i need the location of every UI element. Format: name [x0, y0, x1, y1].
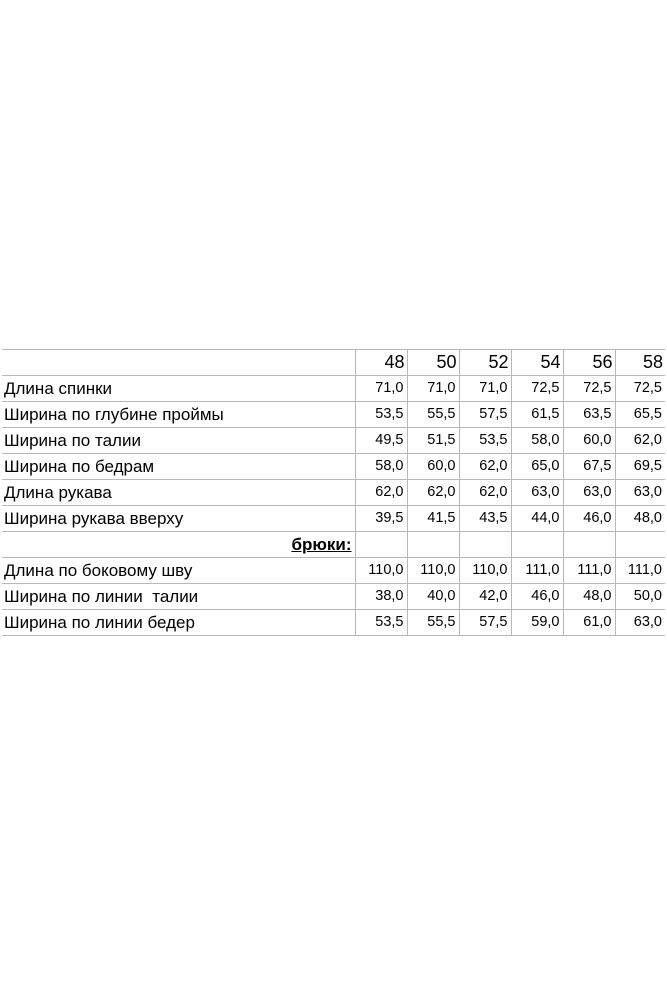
- table-row: [2, 428, 665, 454]
- measurement-label: Ширина по линии талии: [2, 584, 355, 610]
- section-heading: брюки:: [2, 532, 355, 558]
- measurement-value: 57,5: [459, 610, 511, 636]
- measurement-value: 65,5: [615, 402, 665, 428]
- measurement-value: 55,5: [407, 610, 459, 636]
- size-header: 52: [459, 350, 511, 376]
- measurement-label: Длина рукава: [2, 480, 355, 506]
- measurement-value: 62,0: [355, 480, 407, 506]
- measurement-value: 49,5: [355, 428, 407, 454]
- header-label-cell: [2, 350, 355, 376]
- size-header: 58: [615, 350, 665, 376]
- size-header: 50: [407, 350, 459, 376]
- measurement-value: 111,0: [563, 558, 615, 584]
- section-row: [2, 532, 665, 558]
- table-row: [2, 402, 665, 428]
- measurement-value: 72,5: [511, 376, 563, 402]
- measurement-value: 62,0: [615, 428, 665, 454]
- measurement-value: 48,0: [615, 506, 665, 532]
- measurement-value: 50,0: [615, 584, 665, 610]
- measurement-value: 63,0: [563, 480, 615, 506]
- measurement-value: 69,5: [615, 454, 665, 480]
- table-row: [2, 480, 665, 506]
- empty-cell: [511, 532, 563, 558]
- measurement-value: 63,0: [511, 480, 563, 506]
- measurement-value: 63,0: [615, 610, 665, 636]
- empty-cell: [615, 532, 665, 558]
- measurement-value: 42,0: [459, 584, 511, 610]
- measurement-value: 111,0: [511, 558, 563, 584]
- table-row: [2, 506, 665, 532]
- measurement-label: Длина спинки: [2, 376, 355, 402]
- measurement-value: 48,0: [563, 584, 615, 610]
- measurement-value: 39,5: [355, 506, 407, 532]
- measurement-value: 110,0: [459, 558, 511, 584]
- measurement-label: Ширина по талии: [2, 428, 355, 454]
- empty-cell: [563, 532, 615, 558]
- measurement-label: Ширина рукава вверху: [2, 506, 355, 532]
- measurement-value: 46,0: [511, 584, 563, 610]
- measurement-value: 53,5: [459, 428, 511, 454]
- measurement-value: 62,0: [459, 454, 511, 480]
- table-row: [2, 584, 665, 610]
- measurement-value: 62,0: [459, 480, 511, 506]
- measurement-value: 62,0: [407, 480, 459, 506]
- measurement-value: 60,0: [407, 454, 459, 480]
- measurement-value: 59,0: [511, 610, 563, 636]
- measurement-value: 58,0: [511, 428, 563, 454]
- measurement-value: 38,0: [355, 584, 407, 610]
- measurement-label: Ширина по бедрам: [2, 454, 355, 480]
- measurement-value: 41,5: [407, 506, 459, 532]
- measurement-value: 61,5: [511, 402, 563, 428]
- measurement-value: 71,0: [355, 376, 407, 402]
- measurement-value: 57,5: [459, 402, 511, 428]
- measurement-value: 71,0: [459, 376, 511, 402]
- empty-cell: [459, 532, 511, 558]
- measurement-label: Ширина по глубине проймы: [2, 402, 355, 428]
- measurement-value: 65,0: [511, 454, 563, 480]
- measurement-value: 110,0: [407, 558, 459, 584]
- size-header: 56: [563, 350, 615, 376]
- measurement-value: 53,5: [355, 402, 407, 428]
- measurement-value: 61,0: [563, 610, 615, 636]
- size-header: 48: [355, 350, 407, 376]
- measurement-value: 55,5: [407, 402, 459, 428]
- header-row: [2, 350, 665, 376]
- measurement-value: 60,0: [563, 428, 615, 454]
- size-chart-table: [2, 349, 665, 636]
- measurement-value: 72,5: [563, 376, 615, 402]
- measurement-value: 53,5: [355, 610, 407, 636]
- measurement-value: 63,0: [615, 480, 665, 506]
- measurement-value: 44,0: [511, 506, 563, 532]
- table-row: [2, 454, 665, 480]
- table-row: [2, 376, 665, 402]
- measurement-value: 46,0: [563, 506, 615, 532]
- measurement-value: 111,0: [615, 558, 665, 584]
- measurement-value: 67,5: [563, 454, 615, 480]
- measurement-value: 58,0: [355, 454, 407, 480]
- measurement-value: 63,5: [563, 402, 615, 428]
- measurement-value: 43,5: [459, 506, 511, 532]
- table-row: [2, 558, 665, 584]
- measurement-value: 51,5: [407, 428, 459, 454]
- empty-cell: [407, 532, 459, 558]
- measurement-value: 40,0: [407, 584, 459, 610]
- measurement-value: 110,0: [355, 558, 407, 584]
- measurement-value: 71,0: [407, 376, 459, 402]
- measurement-value: 72,5: [615, 376, 665, 402]
- size-header: 54: [511, 350, 563, 376]
- table-row: [2, 610, 665, 636]
- measurement-label: Ширина по линии бедер: [2, 610, 355, 636]
- measurement-label: Длина по боковому шву: [2, 558, 355, 584]
- empty-cell: [355, 532, 407, 558]
